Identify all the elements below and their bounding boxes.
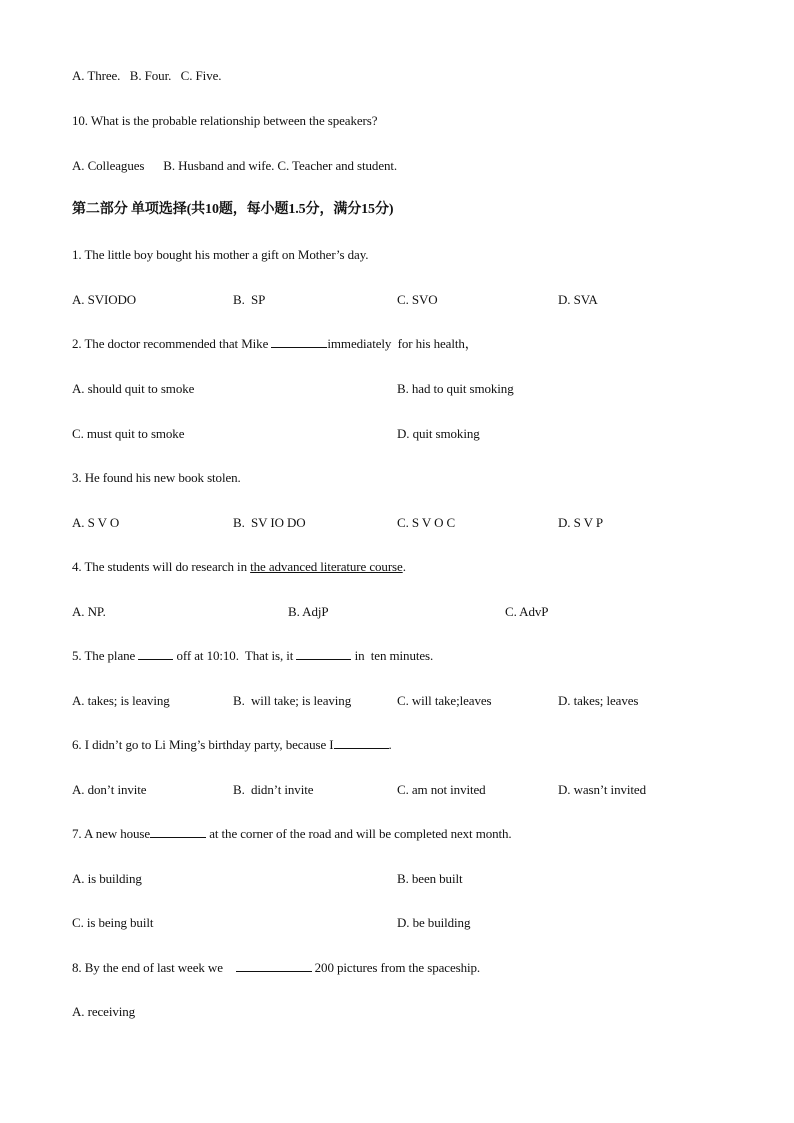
- q4-option-b: B. AdjP: [288, 604, 329, 619]
- q3-stem: 3. He found his new book stolen.: [72, 470, 241, 485]
- q5-option-c: C. will take;leaves: [397, 693, 492, 708]
- q7-stem-text: 7. A new house: [72, 826, 151, 841]
- q1-option-c: C. SVO: [397, 292, 438, 307]
- q5-stem-text: 5. The plane: [72, 648, 139, 663]
- q8-stem-text-end: 200 pictures from the spaceship.: [311, 960, 481, 975]
- q8-stem-text: 8. By the end of last week we: [72, 960, 236, 975]
- q2-option-b: B. had to quit smoking: [397, 381, 514, 396]
- q6-stem: [72, 737, 392, 753]
- q7-option-b: B. been built: [397, 871, 463, 886]
- q7-stem-text-end: at the corner of the road and will be completed next month.: [206, 826, 512, 841]
- q6-option-d: D. wasn’t invited: [558, 782, 646, 797]
- q5-stem-text-end: in ten minutes.: [351, 648, 434, 663]
- q6-option-c: C. am not invited: [397, 782, 486, 797]
- q2-stem-text-end: immediately for his health，: [327, 336, 478, 351]
- q7-option-d: D. be building: [397, 915, 471, 930]
- q10-stem: 10. What is the probable relationship between the speakers?: [72, 113, 378, 128]
- q9-options: A. Three. B. Four. C. Five.: [72, 68, 222, 83]
- q8-option-a: A. receiving: [72, 1004, 136, 1019]
- q10-options: A. Colleagues B. Husband and wife. C. Teacher and student.: [72, 158, 398, 173]
- q5-stem: [72, 648, 433, 664]
- q3-option-d: D. S V P: [558, 515, 603, 530]
- q6-stem-text: 6. I didn’t go to Li Ming’s birthday party, because I: [72, 737, 334, 752]
- q7-option-a: A. is building: [72, 871, 142, 886]
- q8-stem: [72, 960, 480, 976]
- q3-option-c: C. S V O C: [397, 515, 456, 530]
- answer-blank: [138, 648, 173, 660]
- q1-option-b: B. SP: [233, 292, 266, 307]
- answer-blank: [271, 336, 327, 348]
- q6-stem-text-end: .: [388, 737, 392, 752]
- q1-stem: 1. The little boy bought his mother a gift on Mother’s day.: [72, 247, 369, 262]
- q4-underlined-phrase: the advanced literature course: [250, 559, 403, 574]
- q6-option-b: B. didn’t invite: [233, 782, 314, 797]
- q4-stem-text: 4. The students will do research in: [72, 559, 251, 574]
- q4-option-a: A. NP.: [72, 604, 106, 619]
- q2-option-a: A. should quit to smoke: [72, 381, 195, 396]
- q2-stem: [72, 336, 478, 352]
- q5-option-b: B. will take; is leaving: [233, 693, 352, 708]
- answer-blank: [150, 826, 206, 838]
- q1-option-d: D. SVA: [558, 292, 598, 307]
- q4-stem-text-end: .: [402, 559, 406, 574]
- q7-option-c: C. is being built: [72, 915, 154, 930]
- answer-blank: [296, 648, 351, 660]
- q5-option-d: D. takes; leaves: [558, 693, 639, 708]
- q1-option-a: A. SVIODO: [72, 292, 137, 307]
- q4-option-c: C. AdvP: [505, 604, 549, 619]
- q2-option-c: C. must quit to smoke: [72, 426, 185, 441]
- answer-blank: [334, 737, 389, 749]
- q4-stem: [72, 559, 406, 575]
- q3-option-b: B. SV IO DO: [233, 515, 306, 530]
- section-heading: 第二部分 单项选择(共10题，每小题1.5分，满分15分): [72, 202, 394, 217]
- q2-stem-text: 2. The doctor recommended that Mike: [72, 336, 272, 351]
- q5-option-a: A. takes; is leaving: [72, 693, 170, 708]
- q3-option-a: A. S V O: [72, 515, 120, 530]
- answer-blank: [236, 960, 312, 972]
- q7-stem: [72, 826, 512, 842]
- q2-option-d: D. quit smoking: [397, 426, 480, 441]
- q5-stem-text-mid: off at 10:10. That is, it: [173, 648, 297, 663]
- q6-option-a: A. don’t invite: [72, 782, 147, 797]
